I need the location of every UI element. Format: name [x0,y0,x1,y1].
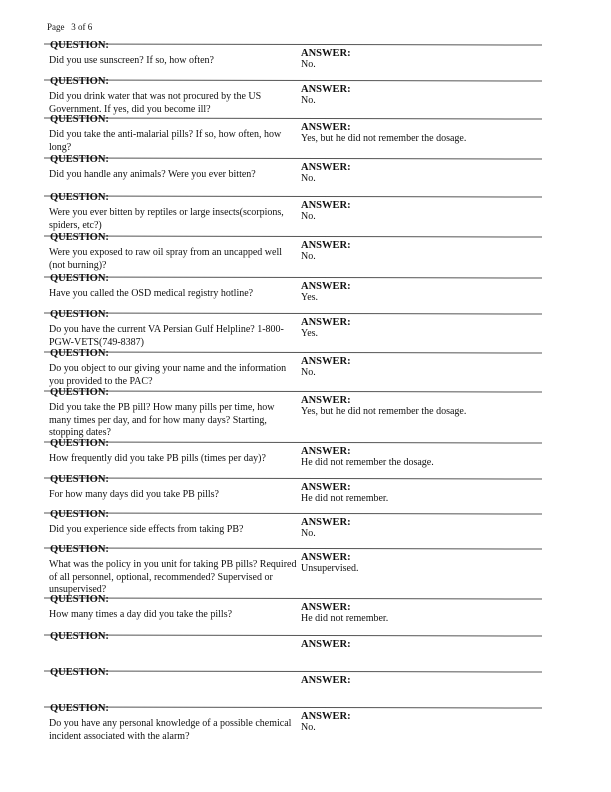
question-text: For how many days did you take PB pills? [49,489,219,500]
answer-text: He did not remember. [301,613,389,624]
answer-label: ANSWER: [301,675,351,686]
answer-text: Yes. [301,328,319,339]
divider-line [44,43,542,45]
question-text: How frequently did you take PB pills (times per day)? [49,453,266,464]
answer-text: No. [301,528,316,539]
question-text: Have you called the OSD medical registry hotline? [49,288,254,299]
answer-label: ANSWER: [301,317,351,328]
answer-text: No. [301,722,316,733]
question-label: QUESTION: [50,232,109,243]
divider-line [44,597,542,599]
question-label: QUESTION: [50,114,109,125]
answer-text: Unsupervised. [301,563,359,574]
answer-label: ANSWER: [301,356,351,367]
answer-label: ANSWER: [301,517,351,528]
answer-label: ANSWER: [301,482,351,493]
question-label: QUESTION: [50,438,109,449]
question-label: QUESTION: [50,309,109,320]
question-label: QUESTION: [50,387,109,398]
answer-label: ANSWER: [301,711,351,722]
answer-label: ANSWER: [301,122,351,133]
divider-line [44,512,542,514]
divider-line [44,157,542,159]
question-text: Did you experience side effects from taking PB? [49,524,244,535]
answer-label: ANSWER: [301,240,351,251]
answer-text: No. [301,173,316,184]
answer-text: No. [301,211,316,222]
answer-text: Yes. [301,292,319,303]
divider-line [44,195,542,197]
answer-label: ANSWER: [301,602,351,613]
divider-line [44,634,542,636]
question-text: Did you handle any animals? Were you ever bitten? [49,169,256,180]
divider-line [44,670,542,672]
question-label: QUESTION: [50,40,109,51]
divider-line [44,312,542,314]
question-text: Were you exposed to raw oil spray from an uncapped well (not burning)? [49,247,283,271]
answer-label: ANSWER: [301,162,351,173]
page-number [47,22,92,32]
answer-text: He did not remember. [301,493,389,504]
answer-label: ANSWER: [301,281,351,292]
divider-line [44,79,542,81]
answer-label: ANSWER: [301,48,351,59]
divider-line [44,276,542,278]
answer-label: ANSWER: [301,200,351,211]
question-label: QUESTION: [50,273,109,284]
answer-text: No. [301,251,316,262]
question-label: QUESTION: [50,594,109,605]
question-text: Did you take the PB pill? How many pills per time, how many times per day, and for how many days? Starting, stopping dates? [49,402,275,438]
question-text: Did you take the anti-malarial pills? If so, how often, how long? [49,129,282,153]
question-label: QUESTION: [50,348,109,359]
answer-text: He did not remember the dosage. [301,457,434,468]
question-text: How many times a day did you take the pills? [49,609,233,620]
answer-label: ANSWER: [301,446,351,457]
answer-label: ANSWER: [301,84,351,95]
answer-text: No. [301,367,316,378]
answer-label: ANSWER: [301,639,351,650]
question-label: QUESTION: [50,667,109,678]
answer-text: No. [301,95,316,106]
question-text: Do you object to our giving your name and the information you provided to the PAC? [49,363,287,387]
question-label: QUESTION: [50,544,109,555]
divider-line [44,706,542,708]
question-text: Were you ever bitten by reptiles or large insects(scorpions, spiders, etc?) [49,207,284,231]
question-text: Do you have the current VA Persian Gulf Helpline? 1-800-PGW-VETS(749-8387) [49,324,284,348]
question-text: Did you drink water that was not procured by the US Government. If yes, did you become ill? [49,91,262,115]
divider-line [44,117,542,119]
question-label: QUESTION: [50,474,109,485]
question-label: QUESTION: [50,192,109,203]
divider-line [44,351,542,353]
divider-line [44,547,542,549]
divider-line [44,390,542,392]
question-label: QUESTION: [50,509,109,520]
question-text: Do you have any personal knowledge of a possible chemical incident associated with the alarm? [49,718,292,742]
answer-label: ANSWER: [301,395,351,406]
answer-text: Yes, but he did not remember the dosage. [301,406,467,417]
page-count: 3 of 6 [71,22,93,32]
divider-line [44,441,542,443]
answer-text: No. [301,59,316,70]
question-label: QUESTION: [50,703,109,714]
divider-line [44,477,542,479]
question-text: Did you use sunscreen? If so, how often? [49,55,214,66]
question-label: QUESTION: [50,76,109,87]
answer-label: ANSWER: [301,552,351,563]
question-text: What was the policy in you unit for taking PB pills? Required of all personnel, optional, recommended? Supervised or unsupervised? [49,559,297,595]
question-label: QUESTION: [50,631,109,642]
divider-line [44,235,542,237]
page-label: Page [47,22,65,32]
answer-text: Yes, but he did not remember the dosage. [301,133,467,144]
question-label: QUESTION: [50,154,109,165]
